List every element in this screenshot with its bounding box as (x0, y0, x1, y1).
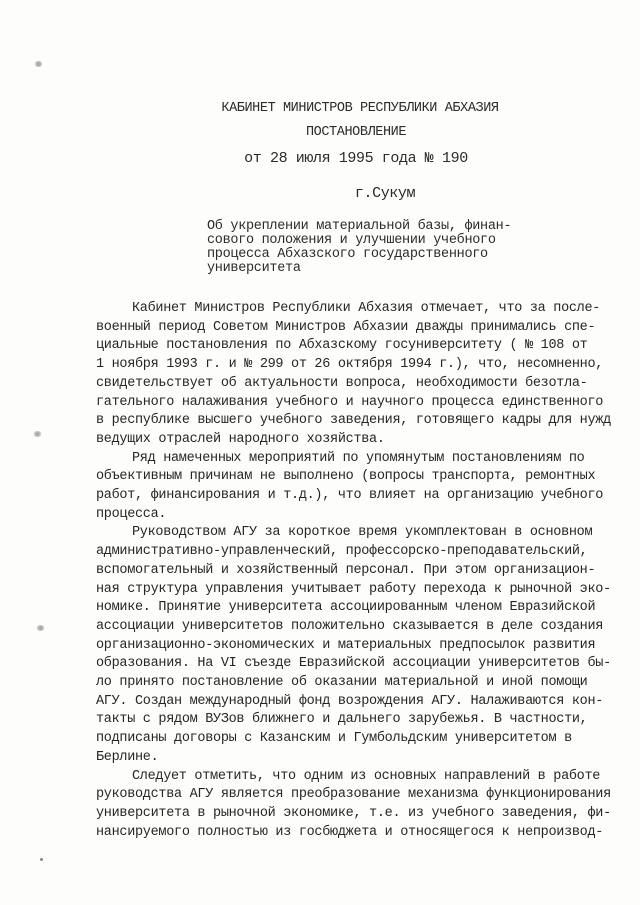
issuer-title: КАБИНЕТ МИНИСТРОВ РЕСПУБЛИКИ АБХАЗИЯ (221, 101, 499, 116)
body-line: вспомогательный и хозяйственный персонал. При этом организацион- (96, 562, 596, 578)
body-line: образования. На VI съезде Евразийской ассоциации университетов бы- (96, 656, 611, 672)
body-line: ассоциации университетов положительно сказывается в деле создания (96, 618, 604, 634)
document-place: г.Сукум (354, 185, 416, 202)
body-line: ведущих отраслей народного хозяйства. (96, 431, 385, 447)
document-subject (207, 220, 537, 276)
body-line: АГУ. Создан международный фонд возрождения АГУ. Налаживаются кон- (96, 693, 604, 709)
body-line: административно-управленческий, профессорско-преподавательский, (96, 544, 588, 560)
body-line: Следует отметить, что одним из основных направлений в работе (132, 768, 601, 784)
body-line: циальные постановления по Абхазскому госуниверситету ( № 108 от (96, 338, 588, 354)
body-line: военный период Советом Министров Абхазии дважды принимались спе- (96, 319, 596, 335)
body-line: ная структура управления учитывает работу перехода к рыночной эко- (96, 581, 611, 597)
scan-speck (40, 858, 43, 861)
punch-hole-mark (36, 625, 45, 631)
body-line: свидетельствует об актуальности вопроса, необходимости безотла- (96, 375, 588, 391)
punch-hole-mark (34, 61, 43, 67)
body-line: Руководством АГУ за короткое время укомплектован в основном (132, 525, 593, 541)
body-line: Ряд намеченных мероприятий по упомянутым постановлениям по (132, 450, 585, 466)
body-line: Кабинет Министров Республики Абхазия отмечает, что за после- (132, 301, 601, 316)
body-line: гательного налаживания учебного и научного процесса единственного (96, 394, 604, 410)
subject-line: сового положения и улучшении учебного (207, 233, 496, 248)
document-date-number: от 28 июля 1995 года № 190 (244, 150, 468, 167)
body-line: объективным причинам не выполнено (вопросы транспорта, ремонтных (96, 469, 596, 485)
punch-hole-mark (33, 431, 42, 437)
subject-line: университета (207, 261, 301, 276)
body-line: в республике высшего учебного заведения, готовящего кадры для нужд (96, 413, 611, 429)
body-line: нансируемого полностью из госбюджета и относящегося к непроизвод- (96, 824, 604, 840)
document-type: ПОСТАНОВЛЕНИЕ (305, 125, 407, 140)
document-body (96, 300, 616, 842)
body-line: работ, финансирования и т.д.), что влияет на организацию учебного (96, 488, 604, 504)
body-line: организационно-экономических и материальных предпосылок развития (96, 637, 596, 653)
body-line: процесса. (96, 506, 167, 522)
body-line: университета в рыночной экономике, т.е. из учебного заведения, фи- (96, 805, 611, 821)
body-line: номике. Принятие университета ассоциированным членом Евразийской (96, 600, 596, 616)
body-line: такты с рядом ВУЗов ближнего и дальнего зарубежья. В частности, (96, 712, 588, 728)
body-line: руководства АГУ является преобразование механизма функционирования (96, 787, 611, 803)
body-line: ло принято постановление об оказании материальной и иной помощи (96, 675, 588, 691)
subject-line: процесса Абхазского государственного (207, 247, 488, 262)
subject-line: Об укреплении материальной базы, финан- (207, 219, 512, 234)
body-line: подписаны договоры с Казанским и Гумбольдским университетом в (96, 731, 572, 747)
body-line: Берлине. (96, 749, 159, 765)
body-line: 1 ноября 1993 г. и № 299 от 26 октября 1994 г.), что, несомненно, (96, 357, 604, 373)
